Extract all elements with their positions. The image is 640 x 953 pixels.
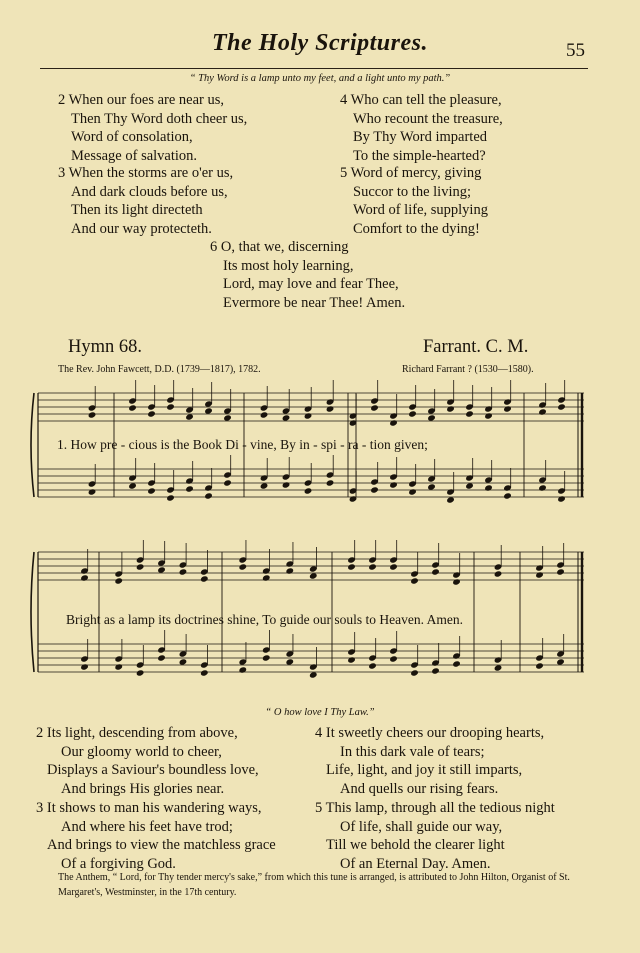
stanza-5 [340, 164, 488, 238]
stanza-3 [58, 164, 233, 238]
stanza-line: And quells our rising fears. [340, 780, 499, 797]
stanza-line: Message of salvation. [71, 147, 198, 164]
stanza-line: Its light, descending from above, [46, 725, 238, 741]
stanza-line: Life, light, and joy it still imparts, [326, 762, 523, 778]
tune-name: Farrant. C. M. [423, 337, 529, 357]
stanza-6 [210, 238, 405, 312]
stanza-line: Till we behold the clearer light [326, 837, 505, 853]
page-title: The Holy Scriptures. [211, 30, 428, 56]
hymn-title: Hymn 68. [68, 337, 142, 357]
hymn68-stanza-4 [315, 724, 544, 798]
stanza-line: It sweetly cheers our drooping hearts, [325, 725, 545, 741]
stanza-line: In this dark vale of tears; [340, 743, 485, 760]
footnote: The Anthem, “ Lord, for Thy tender mercy's sake,” from which this tune is arranged, is attributed to John Hilton, Organist of St. Margaret's, Westminster, in the 17th century. [58, 872, 570, 898]
stanza-line: Displays a Saviour's boundless love, [47, 762, 259, 778]
stanza-line: Of a forgiving God. [61, 855, 176, 872]
author-credit: The Rev. John Fawcett, D.D. (1739—1817), 1782. [58, 364, 261, 375]
stanza-line: To the simple-hearted? [353, 147, 486, 164]
hymn68-stanza-3 [36, 799, 276, 873]
stanza-line: Of an Eternal Day. Amen. [340, 855, 491, 872]
stanza-number: 3 [58, 165, 66, 181]
scripture-motto-mid: “ O how love I Thy Law.” [265, 707, 375, 718]
page-number: 55 [566, 40, 585, 61]
stanza-line: Our gloomy world to cheer, [61, 743, 222, 760]
stanza-line: And brings to view the matchless grace [47, 837, 276, 853]
stanza-line: Comfort to the dying! [353, 220, 480, 237]
stanza-line: Who can tell the pleasure, [350, 92, 502, 108]
stanza-line: Its most holy learning, [223, 257, 354, 274]
stanza-number: 5 [315, 800, 323, 816]
stanza-line: O, that we, discerning [220, 239, 349, 255]
stanza-line: Then Thy Word doth cheer us, [71, 110, 248, 127]
stanza-line: Word of life, supplying [353, 202, 488, 218]
stanza-line: By Thy Word imparted [353, 129, 488, 145]
stanza-number: 2 [58, 92, 66, 108]
stanza-number: 5 [340, 165, 348, 181]
composer-credit: Richard Farrant ? (1530—1580). [402, 364, 534, 375]
stanza-line: Word of mercy, giving [350, 165, 482, 181]
stanza-line: Evermore be near Thee! Amen. [223, 294, 406, 311]
stanza-line: Who recount the treasure, [353, 110, 503, 127]
stanza-line: Word of consolation, [71, 129, 193, 145]
stanza-line: When the storms are o'er us, [68, 165, 234, 181]
stanza-number: 2 [36, 725, 44, 741]
stanza-line: Lord, may love and fear Thee, [223, 276, 399, 292]
stanza-number: 4 [340, 92, 348, 108]
stanza-4 [340, 91, 503, 165]
stanza-number: 6 [210, 239, 218, 255]
stanza-line: Of life, shall guide our way, [340, 818, 503, 835]
stanza-number: 3 [36, 800, 44, 816]
stanza-line: Succor to the living; [353, 183, 471, 200]
stanza-line: It shows to man his wandering ways, [46, 800, 262, 816]
stanza-line: And our way protecteth. [71, 220, 212, 237]
stanza-line: And brings His glories near. [61, 780, 225, 797]
stanza-2 [58, 91, 247, 165]
header-rule [40, 68, 588, 69]
lyrics-line-2: Bright as a lamp its doctrines shine, To guide our souls to Heaven. Amen. [66, 612, 463, 627]
stanza-line: When our foes are near us, [68, 92, 225, 108]
stanza-line: And dark clouds before us, [71, 183, 228, 200]
stanza-line: Then its light directeth [71, 202, 203, 218]
lyrics-line-1: 1. How pre - cious is the Book Di - vine, By in - spi - ra - tion given; [57, 437, 428, 452]
stanza-line: This lamp, through all the tedious night [325, 800, 555, 816]
hymn68-stanza-5 [315, 799, 555, 873]
scripture-motto-top: “ Thy Word is a lamp unto my feet, and a light unto my path.” [189, 73, 451, 84]
hymn68-stanza-2 [36, 724, 259, 798]
stanza-line: And where his feet have trod; [61, 818, 233, 835]
stanza-number: 4 [315, 725, 323, 741]
